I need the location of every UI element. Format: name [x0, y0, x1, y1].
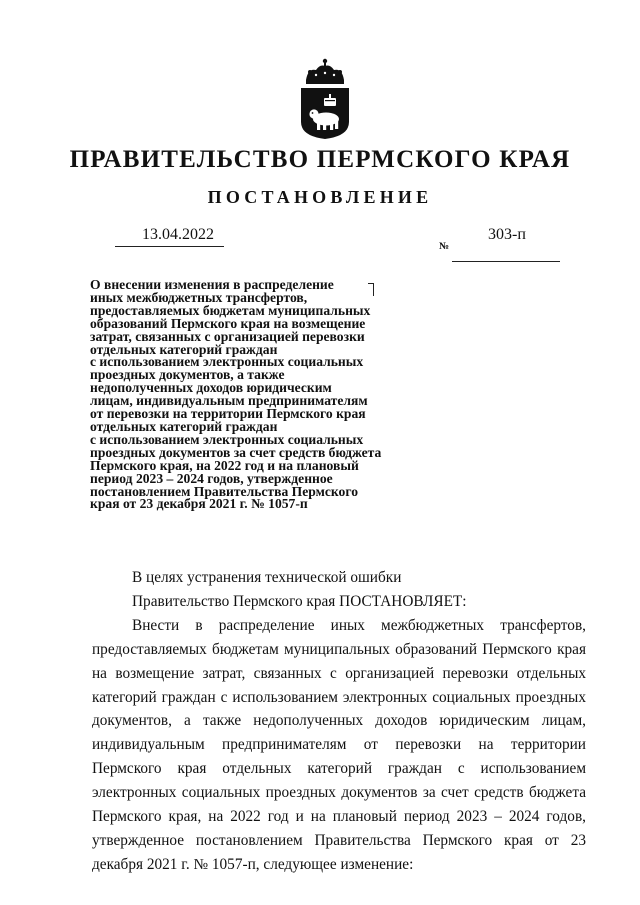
subject-line: отдельных категорий граждан — [90, 418, 278, 434]
date-underline — [115, 246, 224, 247]
subject-line: иных межбюджетных трансфертов, — [90, 289, 308, 305]
decree-body — [92, 566, 586, 877]
perm-krai-coat-of-arms-icon — [296, 58, 354, 140]
subject-line: недополученных доходов юридическим — [90, 380, 332, 396]
subject-line: отдельных категорий граждан — [90, 341, 278, 357]
subject-line: лицам, индивидуальным предпринимателям — [90, 393, 368, 409]
decree-subject — [90, 279, 420, 511]
government-title: ПРАВИТЕЛЬСТВО ПЕРМСКОГО КРАЯ — [69, 146, 571, 173]
subject-line: проездных документов, а также — [90, 367, 285, 383]
decree-date: 13.04.2022 — [142, 226, 214, 243]
number-sign: № — [439, 241, 450, 252]
subject-line: затрат, связанных с организацией перевозки — [90, 328, 365, 344]
subject-line: от перевозки на территории Пермского края — [90, 406, 366, 422]
main-paragraph: Внести в распределение иных межбюджетных трансфертов, предоставляемых бюджетам муниципальных образований Пермского края на возмещение затрат, связанных с организацией перевозки отдельных категорий граждан с использованием электронных социальных проездных документов, а также недополученных доходов юридическим лицам, индивидуальным предпринимателям от перевозки на территории Пермского края отдельных категорий граждан с использованием электронных социальных проездных документов за счет средств бюджета Пермского края, на 2022 год и на плановый период 2023 – 2024 годов, утвержденное постановлением Правительства Пермского края от 23 декабря 2021 г. № 1057-п, следующее изменение: — [92, 616, 586, 873]
subject-line: проездных документов за счет средств бюджета — [90, 444, 382, 460]
subject-line: О внесении изменения в распределение — [90, 277, 334, 292]
purpose-paragraph: В целях устранения технической ошибки — [132, 569, 402, 586]
subject-line: предоставляемых бюджетам муниципальных — [90, 302, 371, 318]
decree-number: 303-п — [488, 226, 526, 243]
subject-line: образований Пермского края на возмещение — [90, 315, 366, 331]
subject-line: с использованием электронных социальных — [90, 431, 364, 447]
document-type-heading: ПОСТАНОВЛЕНИЕ — [207, 187, 433, 207]
subject-line: Пермского края, на 2022 год и на плановый — [90, 457, 359, 473]
resolution-paragraph: Правительство Пермского края ПОСТАНОВЛЯЕТ: — [132, 592, 467, 610]
subject-line: с использованием электронных социальных — [90, 354, 364, 370]
subject-line: постановлением Правительства Пермского — [90, 483, 358, 499]
subject-line: края от 23 декабря 2021 г. № 1057-п — [90, 496, 308, 512]
subject-line: период 2023 – 2024 годов, утвержденное — [90, 470, 333, 486]
number-underline — [452, 261, 560, 262]
